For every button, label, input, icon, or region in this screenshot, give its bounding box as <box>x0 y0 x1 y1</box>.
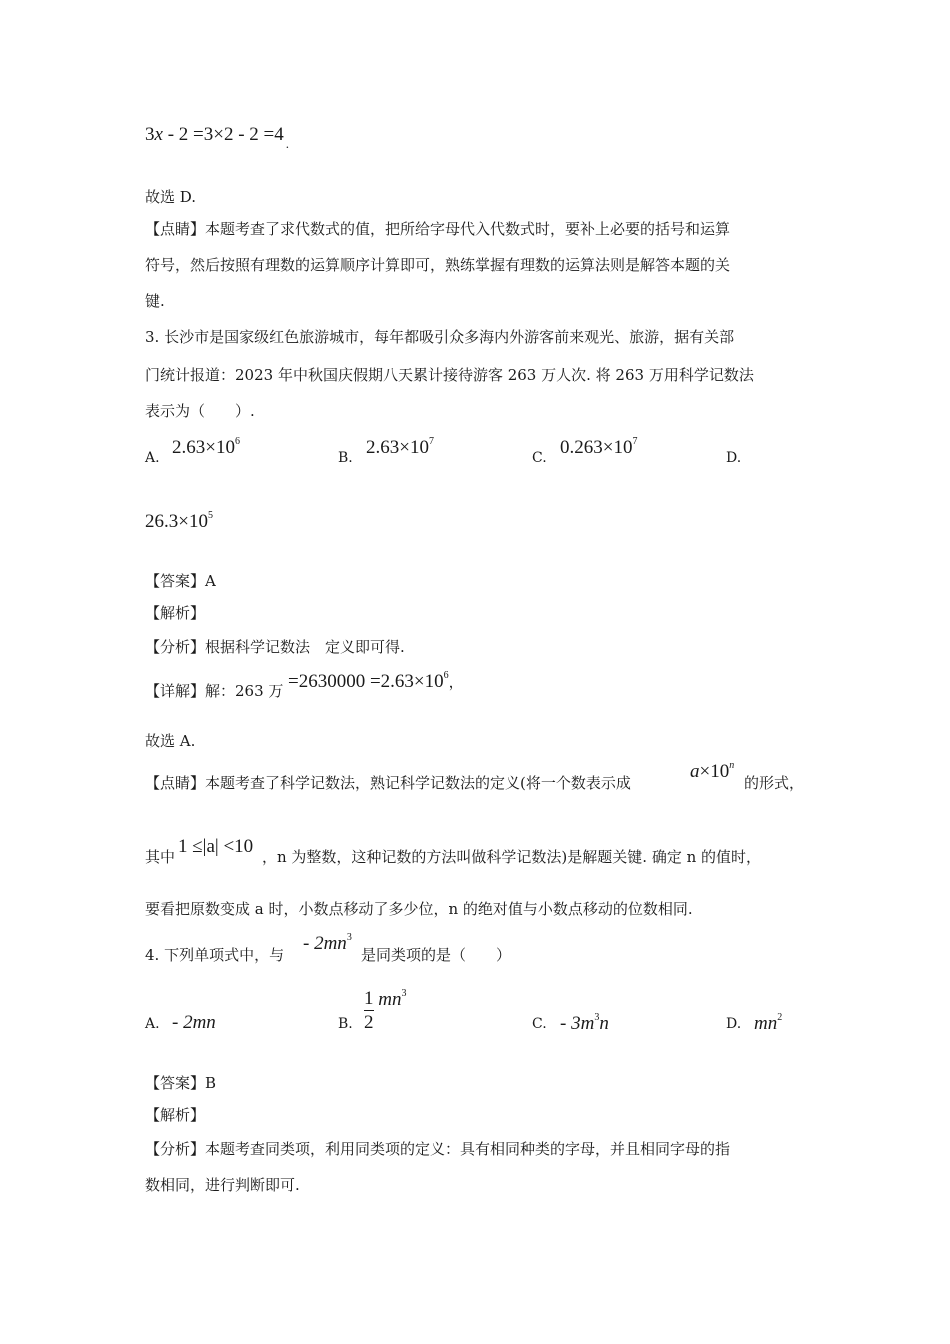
q4-option-d-label: D. <box>726 1016 742 1032</box>
q3-answer: 【答案】A <box>145 572 216 590</box>
q2-note-line-1: 【点睛】本题考查了求代数式的值，把所给字母代入代数式时，要补上必要的括号和运算 <box>145 220 731 238</box>
q2-note-line-3: 键. <box>145 292 165 310</box>
q2-choice: 故选 D. <box>145 188 197 206</box>
q3-option-b-label: B. <box>338 450 353 466</box>
q3-option-c-value: $0.263\times 10^7$ <box>560 436 638 458</box>
q3-option-d-label: D. <box>726 450 742 466</box>
q3-note-line-2-prefix: 其中 <box>145 848 176 866</box>
q3-option-a-value: $2.63\times 10^6$ <box>172 436 240 458</box>
q3-option-b-value: $2.63\times 10^7$ <box>366 436 434 458</box>
q4-option-c-value: - $3m^3n$ <box>560 1012 609 1034</box>
q4-stem-prefix: 4. 下列单项式中，与 <box>145 946 285 964</box>
q4-stem-math: - $2mn^3$ <box>303 932 352 954</box>
q3-stem-line-3: 表示为（ ）. <box>145 402 255 420</box>
q3-stem-line-1: 3. 长沙市是国家级红色旅游城市，每年都吸引众多海内外游客前来观光、旅游，据有关部 <box>145 328 735 346</box>
q3-note-line-1-suffix: 的形式， <box>744 774 805 792</box>
q4-option-b-label: B. <box>338 1016 353 1032</box>
q4-stem-suffix: 是同类项的是（ ） <box>361 946 512 964</box>
q3-option-a-label: A. <box>145 450 160 466</box>
q3-option-d-value: $26.3\times 10^5$ <box>145 510 213 532</box>
q4-option-a-label: A. <box>145 1016 160 1032</box>
q4-option-d-value: $mn^2$ <box>754 1012 783 1034</box>
q3-stem-line-2: 门统计报道：2023 年中秋国庆假期八天累计接待游客 263 万人次. 将 263 万用科学记数法 <box>145 366 754 384</box>
q4-option-a-value: - 2mn <box>172 1012 216 1033</box>
fraction-one-half: $\frac{1}{2}$ <box>364 988 374 1034</box>
q3-analysis-heading: 【解析】 <box>145 604 206 622</box>
q3-note-line-2-math: 1 ≤|a| <10 <box>178 836 254 857</box>
q3-note-line-1-prefix: 【点睛】本题考查了科学记数法，熟记科学记数法的定义(将一个数表示成 <box>145 774 631 792</box>
q3-note-line-1-math: $a\times 10^n$ <box>690 760 735 782</box>
q3-note-line-2-suffix: ，n 为整数，这种记数的方法叫做科学记数法)是解题关键. 确定 n 的值时， <box>262 848 762 866</box>
q3-detail-math: $=2630000 =2.63\times 10^6$， <box>288 670 464 692</box>
q3-detail-prefix: 【详解】解：263 万 <box>145 682 284 700</box>
q4-analysis-heading: 【解析】 <box>145 1106 206 1124</box>
q4-option-b-value: $\frac{1}{2}$ $mn^3$ <box>364 988 407 1034</box>
q3-option-c-label: C. <box>532 450 547 466</box>
q4-fenxi-line-1: 【分析】本题考查同类项，利用同类项的定义：具有相同种类的字母，并且相同字母的指 <box>145 1140 731 1158</box>
q2-note-line-2: 符号，然后按照有理数的运算顺序计算即可，熟练掌握有理数的运算法则是解答本题的关 <box>145 256 731 274</box>
q4-answer: 【答案】B <box>145 1074 217 1092</box>
q4-option-c-label: C. <box>532 1016 547 1032</box>
q3-fenxi: 【分析】根据科学记数法 定义即可得. <box>145 638 405 656</box>
q3-choice: 故选 A. <box>145 732 196 750</box>
q4-fenxi-line-2: 数相同，进行判断即可. <box>145 1176 300 1194</box>
equation-result: 3x - 2 =3×2 - 2 =4 $_.$ <box>145 124 289 151</box>
q3-note-line-3: 要看把原数变成 a 时，小数点移动了多少位，n 的绝对值与小数点移动的位数相同. <box>145 900 693 918</box>
